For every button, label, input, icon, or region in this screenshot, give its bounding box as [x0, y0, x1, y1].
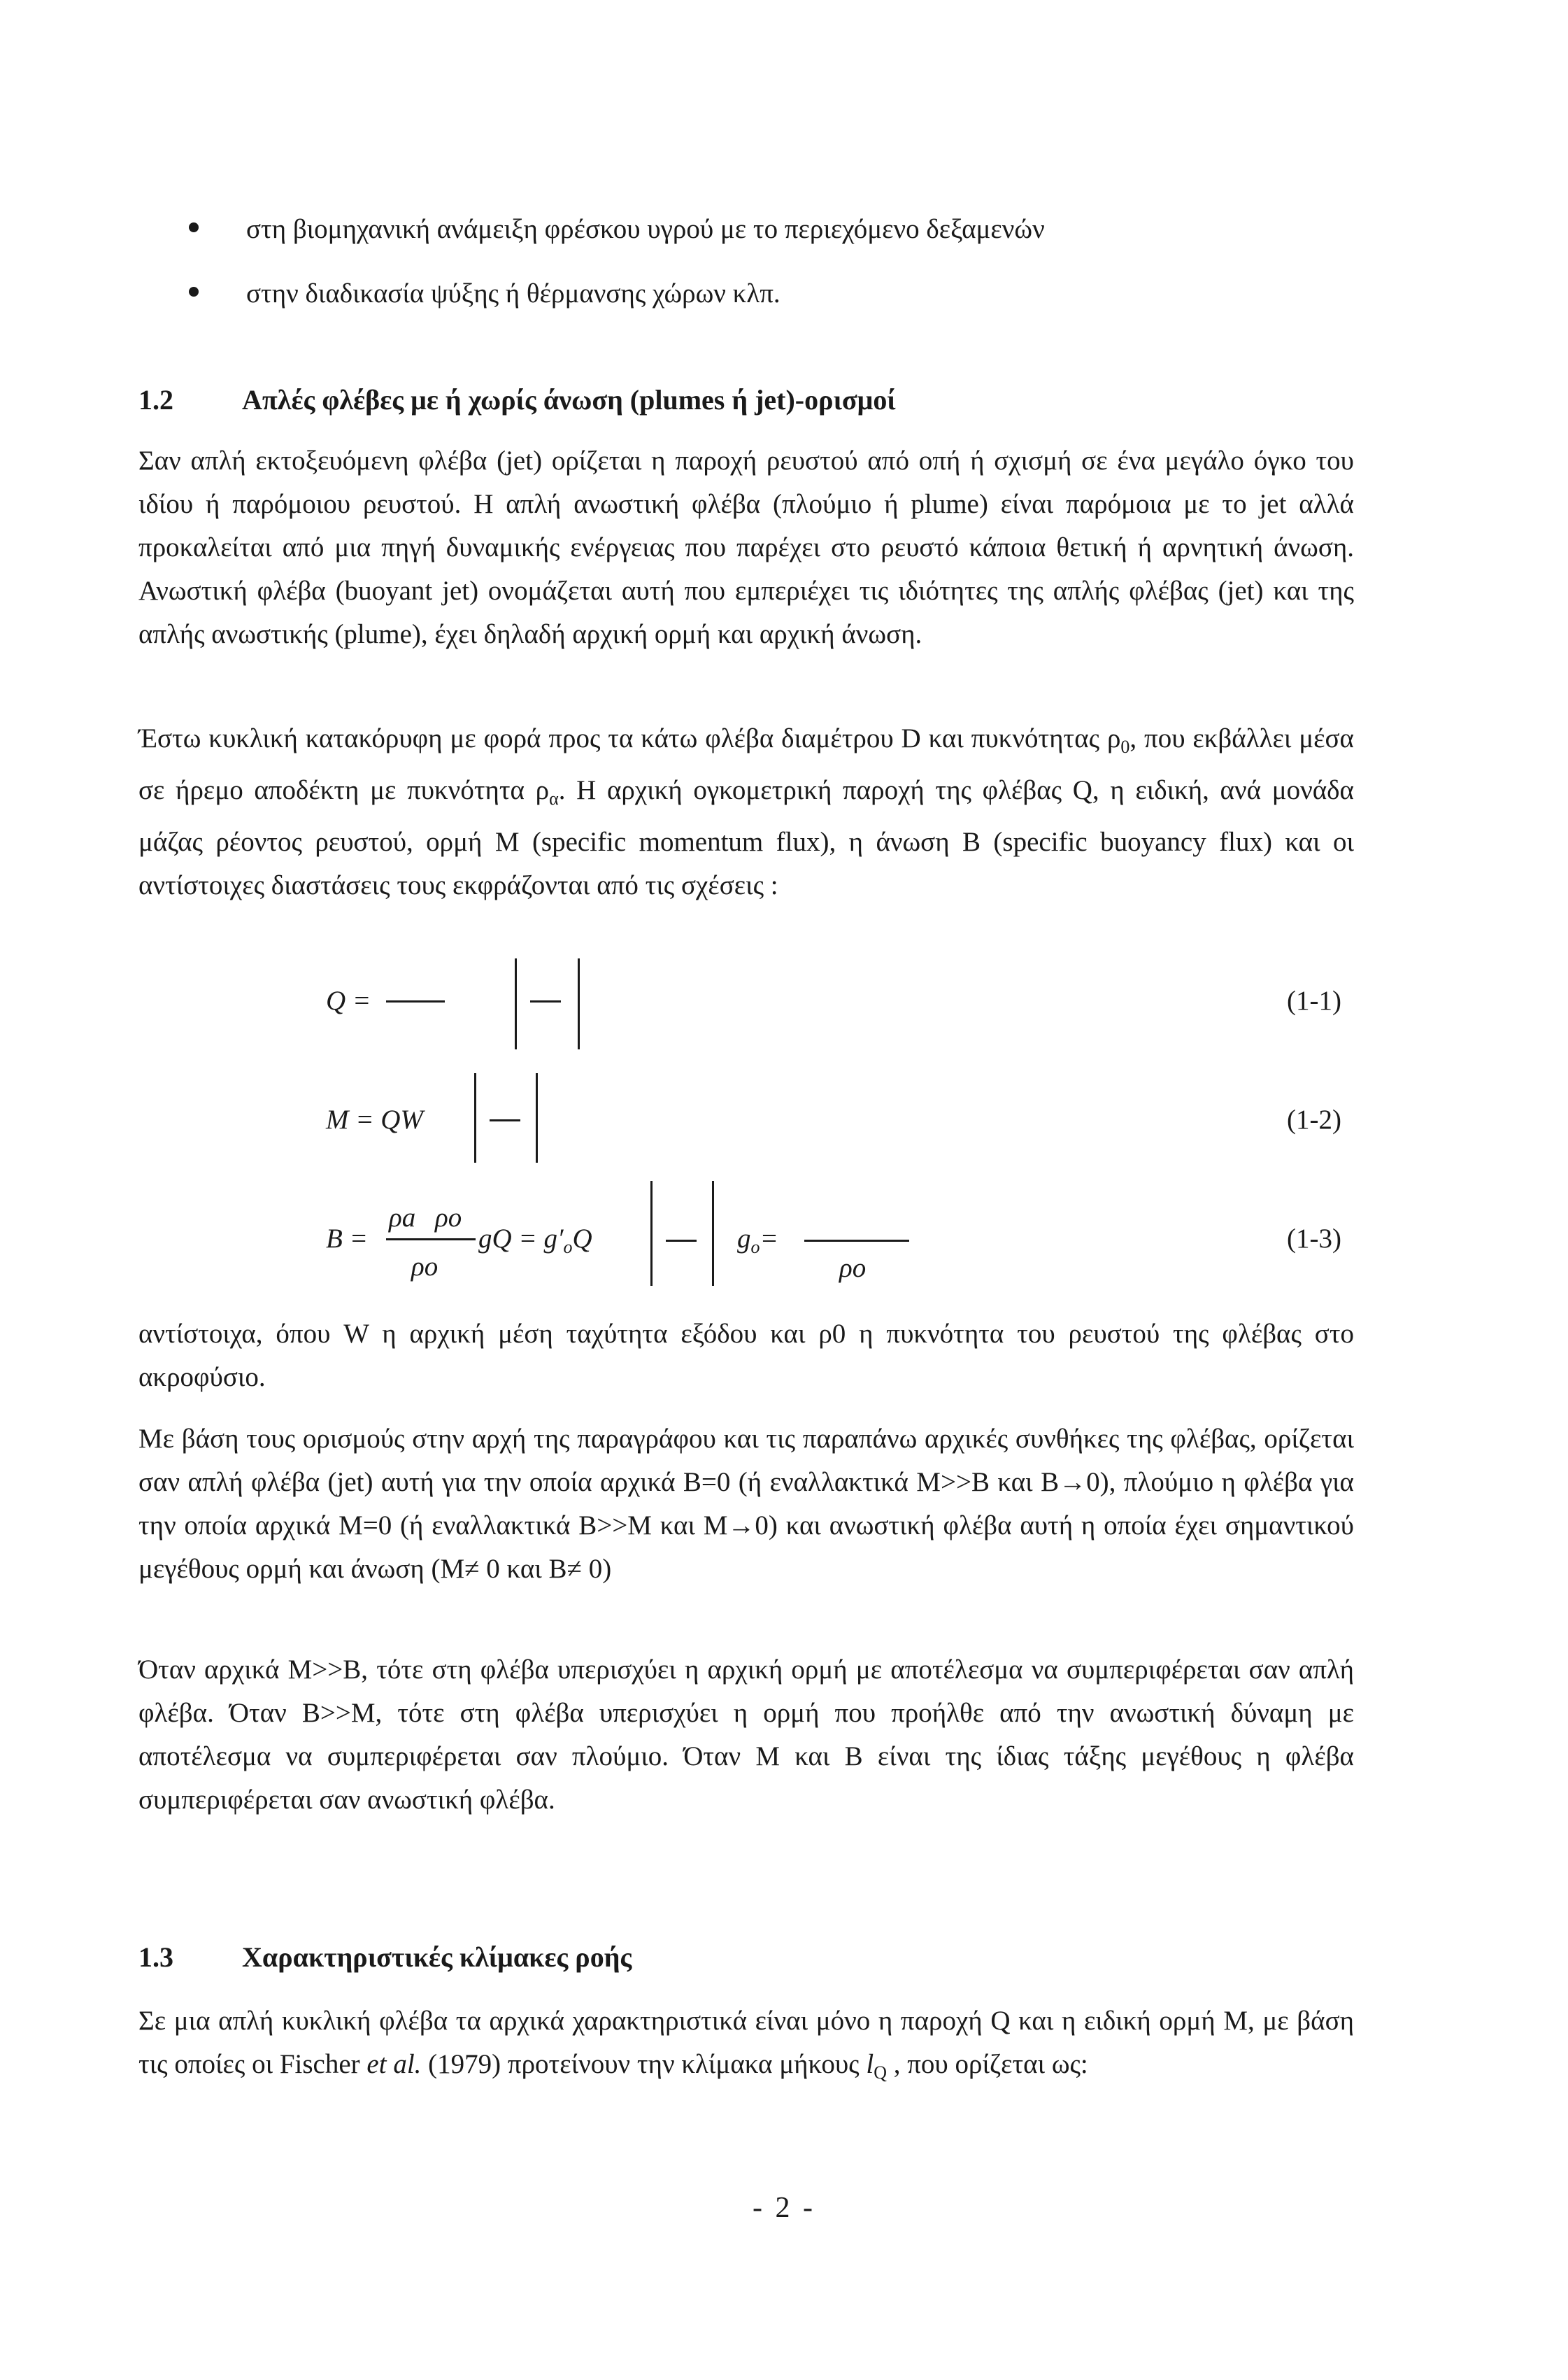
bullet-list — [189, 197, 1045, 326]
paragraph-jet-definition: Σαν απλή εκτοξευόμενη φλέβα (jet) ορίζεται η παροχή ρευστού από οπή ή σχισμή σε ένα μεγάλο όγκο του ιδίου ή παρόμοιου ρευστού. Η απλή ανωστική φλέβα (πλούμιο ή plume) είναι παρόμοια με το jet αλλά προκαλείται από μια πηγή δυναμικής ενέργειας που παρέχει στο ρευστό κάποια θετική ή αρνητική άνωση. Ανωστική φλέβα (buoyant jet) ονομάζεται αυτή που εμπεριέχει τις ιδιότητες της απλής φλέβας (jet) και της απλής ανωστικής (plume), έχει δηλαδή αρχική ορμή και αρχική άνωση. — [138, 446, 1354, 649]
page-number: - 2 - — [753, 2192, 815, 2224]
fraction-bar — [490, 1119, 520, 1121]
bullet-dot-icon — [189, 222, 199, 232]
bullet-item: στην διαδικασία ψύξης ή θέρμανσης χώρων κλπ. — [189, 262, 1045, 326]
fraction-bar — [666, 1240, 697, 1242]
bracket-line — [712, 1181, 714, 1286]
bracket-line — [578, 958, 580, 1049]
equation-1-1: Q = (1-1) — [0, 951, 1568, 1063]
section-heading-1-3: 1.3 Χαρακτηριστικές κλίμακες ροής — [138, 1941, 632, 1973]
fraction-bar — [530, 1000, 561, 1003]
fraction-bar — [386, 1238, 476, 1240]
bullet-dot-icon — [189, 287, 199, 297]
fraction-bar — [386, 1000, 445, 1003]
equation-1-3: B = ρa ρo ρo gQ = $g'_oQ$ $g_o=$ ρo (1-3) — [0, 1189, 1568, 1301]
bullet-item: στη βιομηχανική ανάμειξη φρέσκου υγρού με το περιεχόμενο δεξαμενών — [189, 197, 1045, 262]
fraction-bar — [804, 1240, 909, 1242]
paragraph-behaviour: Όταν αρχικά M>>B, τότε στη φλέβα υπερισχύει η αρχική ορμή με αποτέλεσμα να συμπεριφέρεται σαν απλή φλέβα. Όταν B>>M, τότε στη φλέβα υπερισχύει η ορμή που προήλθε από την ανωστική δύναμη με αποτέλεσμα να συμπεριφέρεται σαν πλούμιο. Όταν M και B είναι της ίδιας τάξης μεγέθους η φλέβα συμπεριφέρεται σαν ανωστική φλέβα. — [138, 1655, 1354, 1815]
equation-1-2: M = QW (1-2) — [0, 1070, 1568, 1182]
bracket-line — [474, 1073, 476, 1163]
section-heading-1-2: 1.2 Απλές φλέβες με ή χωρίς άνωση (plumes ή jet)-ορισμοί — [138, 384, 896, 416]
paragraph-scales: Σε μια απλή κυκλική φλέβα τα αρχικά χαρακτηριστικά είναι μόνο η παροχή Q και η ειδική ορμή M, με βάση τις οποίες οι Fischer et al. (1979) προτείνουν την κλίμακα μήκους $l_Q$ , που ορίζεται ως: — [138, 2006, 1354, 2083]
bracket-line — [650, 1181, 653, 1286]
bracket-line — [536, 1073, 538, 1163]
paragraph-definitions: Με βάση τους ορισμούς στην αρχή της παραγράφου και τις παραπάνω αρχικές συνθήκες της φλέβας, ορίζεται σαν απλή φλέβα (jet) αυτή για την οποία αρχικά B=0 (ή εναλλακτικά M>>B και B→0), πλούμιο η φλέβα για την οποία αρχικά M=0 (ή εναλλακτικά B>>M και M→0) και ανωστική φλέβα αυτή η οποία έχει σημαντικού μεγέθους ορμή και άνωση (M≠ 0 και B≠ 0) — [138, 1424, 1354, 1584]
bracket-line — [515, 958, 517, 1049]
paragraph-flow-setup: Έστω κυκλική κατακόρυφη με φορά προς τα κάτω φλέβα διαμέτρου D και πυκνότητας $\rho_0$, που εκβάλλει μέσα σε ήρεμο αποδέκτη με πυκνότητα $\rho_\alpha$. Η αρχική ογκομετρική παροχή της φλέβας Q, η ειδική, ανά μονάδα μάζας ρέοντος ρευστού, ορμή M (specific momentum flux), η άνωση B (specific buoyancy flux) και οι αντίστοιχες διαστάσεις τους εκφράζονται από τις σχέσεις : — [138, 723, 1354, 900]
paragraph-variables: αντίστοιχα, όπου W η αρχική μέση ταχύτητα εξόδου και ρ0 η πυκνότητα του ρευστού της φλέβας στο ακροφύσιο. — [138, 1319, 1354, 1392]
